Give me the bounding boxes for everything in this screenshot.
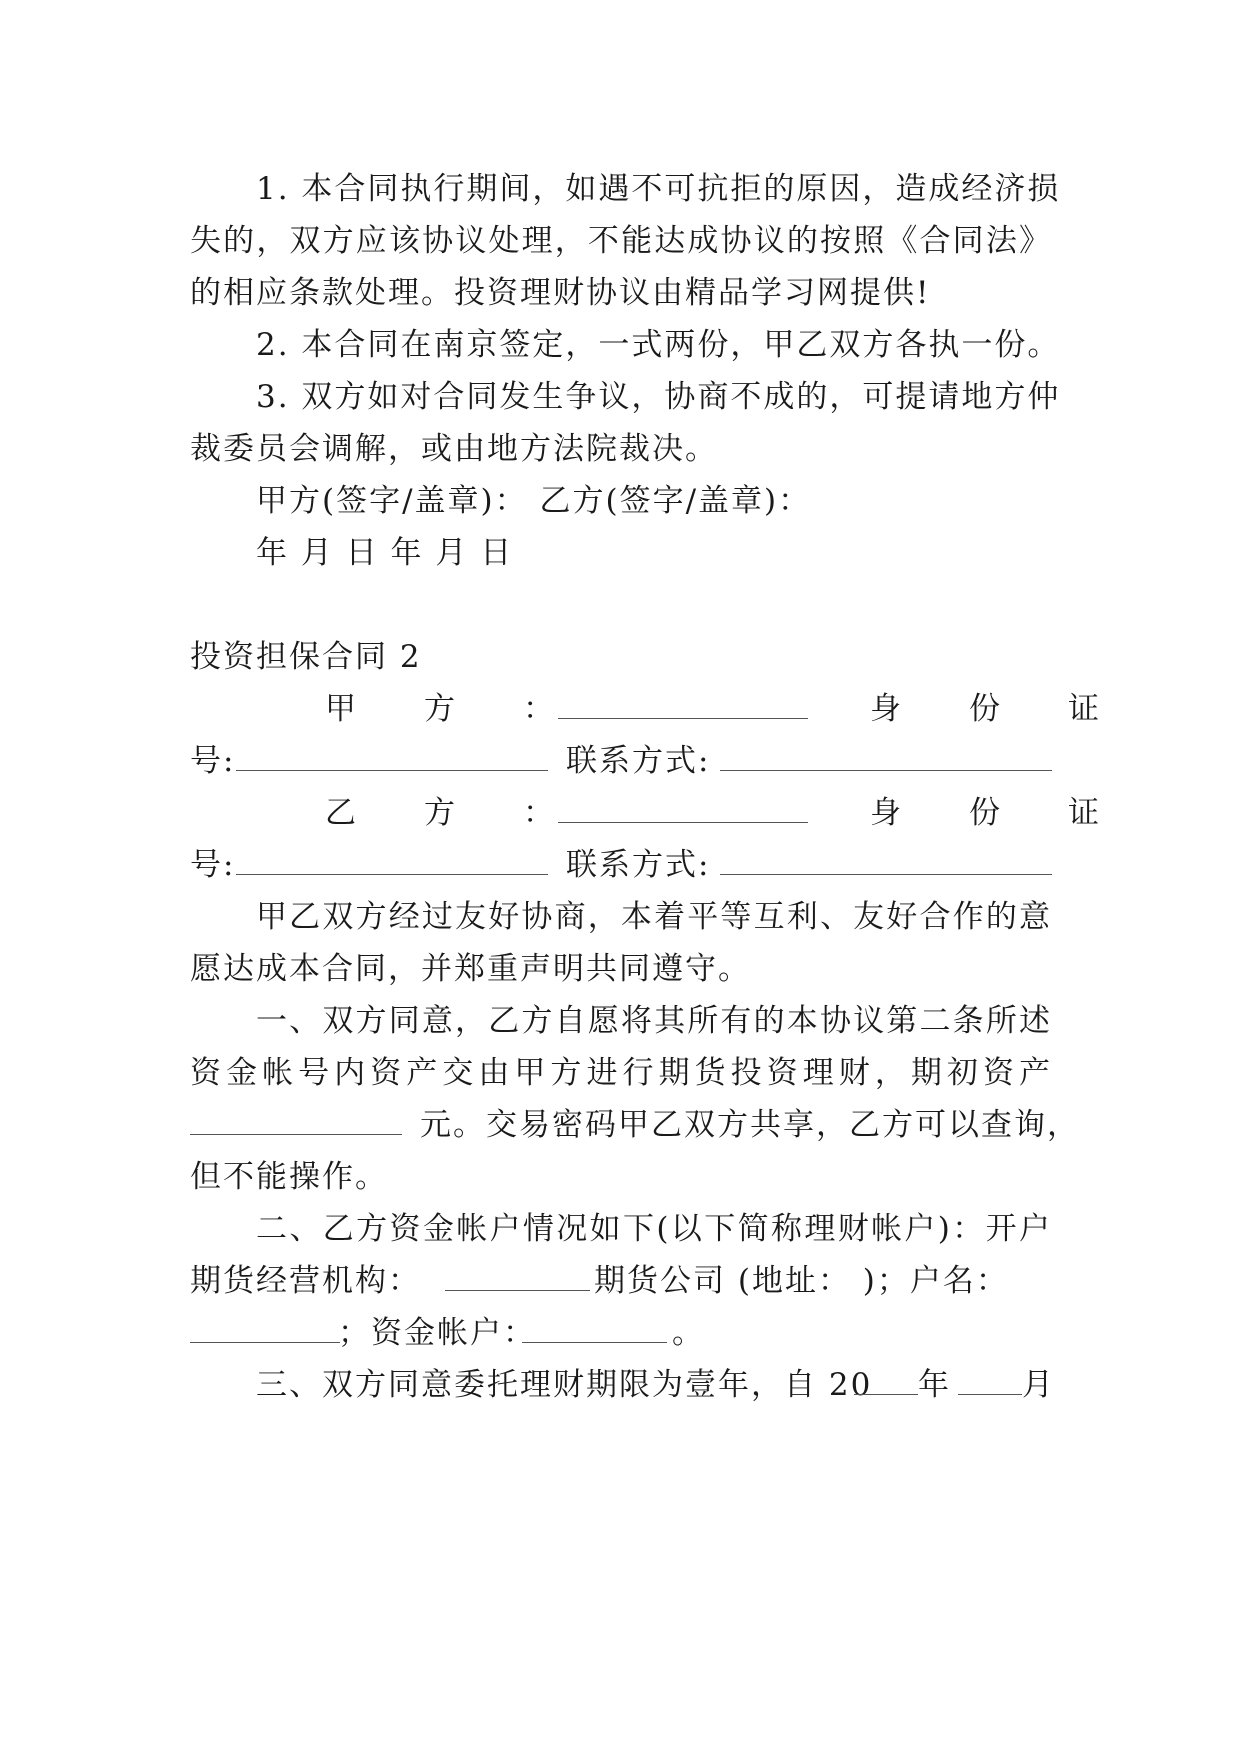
- clause-3-line-2: 裁委员会调解，或由地方法院裁决。: [190, 431, 718, 467]
- year-blank[interactable]: [854, 1360, 918, 1395]
- account-number-blank[interactable]: [522, 1308, 667, 1343]
- party-b-id-row: [190, 836, 1052, 894]
- signature-line: 甲方(签字/盖章)： 乙方(签字/盖章)：: [256, 483, 812, 519]
- party-a-name-blank[interactable]: [558, 684, 808, 719]
- party-a-id-row: [190, 732, 1052, 790]
- section-title: 投资担保合同 2: [190, 639, 422, 675]
- article-2-line-1: 二、乙方资金帐户情况如下(以下简称理财帐户)：开户: [256, 1211, 1052, 1247]
- party-a-contact-label: 联系方式:: [566, 743, 711, 779]
- party-b-contact-label: 联系方式:: [566, 847, 711, 883]
- party-a-contact-blank[interactable]: [720, 736, 1052, 771]
- month-blank[interactable]: [958, 1360, 1022, 1395]
- clause-1-line-1: 1. 本合同执行期间，如遇不可抗拒的原因，造成经济损: [256, 171, 1061, 207]
- party-a-id-prefix: 号:: [190, 743, 236, 779]
- article-2-account-label: ；资金帐户：: [338, 1315, 536, 1351]
- party-b-row: [190, 784, 1101, 842]
- article-1-line-2: 资金帐号内资产交由甲方进行期货投资理财，期初资产: [190, 1055, 1052, 1091]
- party-a-row: [190, 680, 1101, 738]
- clause-1-line-2: 失的，双方应该协议处理，不能达成协议的按照《合同法》: [190, 223, 1052, 259]
- article-2-line-2: [190, 1252, 1052, 1310]
- article-2-company-text: 期货公司 (地址： )；户名：: [594, 1263, 1009, 1299]
- article-3-year-label: 年: [918, 1367, 951, 1403]
- party-b-label: 乙 方 ：: [325, 795, 556, 831]
- article-3-text: 三、双方同意委托理财期限为壹年，自 20: [256, 1367, 873, 1403]
- futures-company-blank[interactable]: [445, 1256, 590, 1291]
- party-b-contact-blank[interactable]: [720, 840, 1052, 875]
- article-1-line-1: 一、双方同意，乙方自愿将其所有的本协议第二条所述: [256, 1003, 1052, 1039]
- party-b-id-prefix: 号:: [190, 847, 236, 883]
- clause-1-line-3: 的相应条款处理。投资理财协议由精品学习网提供!: [190, 275, 931, 311]
- article-1-line-3-text: 元。交易密码甲乙双方共享，乙方可以查询，: [420, 1107, 1080, 1143]
- article-2-period: 。: [672, 1315, 705, 1351]
- party-b-id-blank[interactable]: [236, 840, 548, 875]
- party-b-name-blank[interactable]: [558, 788, 808, 823]
- initial-assets-blank[interactable]: [190, 1100, 402, 1135]
- date-line: 年 月 日 年 月 日: [256, 535, 514, 571]
- article-2-institution-label: 期货经营机构：: [190, 1263, 421, 1299]
- clause-2-line: 2. 本合同在南京签定，一式两份，甲乙双方各执一份。: [256, 327, 1061, 363]
- body-line-1: 甲乙双方经过友好协商，本着平等互利、友好合作的意: [256, 899, 1052, 935]
- article-1-line-3: [190, 1096, 1080, 1154]
- party-a-label: 甲 方 ：: [325, 691, 556, 727]
- party-a-id-label: 身 份 证: [870, 691, 1101, 727]
- clause-3-line-1: 3. 双方如对合同发生争议，协商不成的，可提请地方仲: [256, 379, 1061, 415]
- party-a-id-blank[interactable]: [236, 736, 548, 771]
- article-1-line-4: 但不能操作。: [190, 1159, 388, 1195]
- article-2-line-3: [190, 1304, 1052, 1362]
- account-name-blank[interactable]: [190, 1308, 340, 1343]
- body-line-2: 愿达成本合同，并郑重声明共同遵守。: [190, 951, 751, 987]
- article-3-line-1: [190, 1356, 1055, 1414]
- article-3-month-label: 月: [1022, 1367, 1055, 1403]
- party-b-id-label: 身 份 证: [870, 795, 1101, 831]
